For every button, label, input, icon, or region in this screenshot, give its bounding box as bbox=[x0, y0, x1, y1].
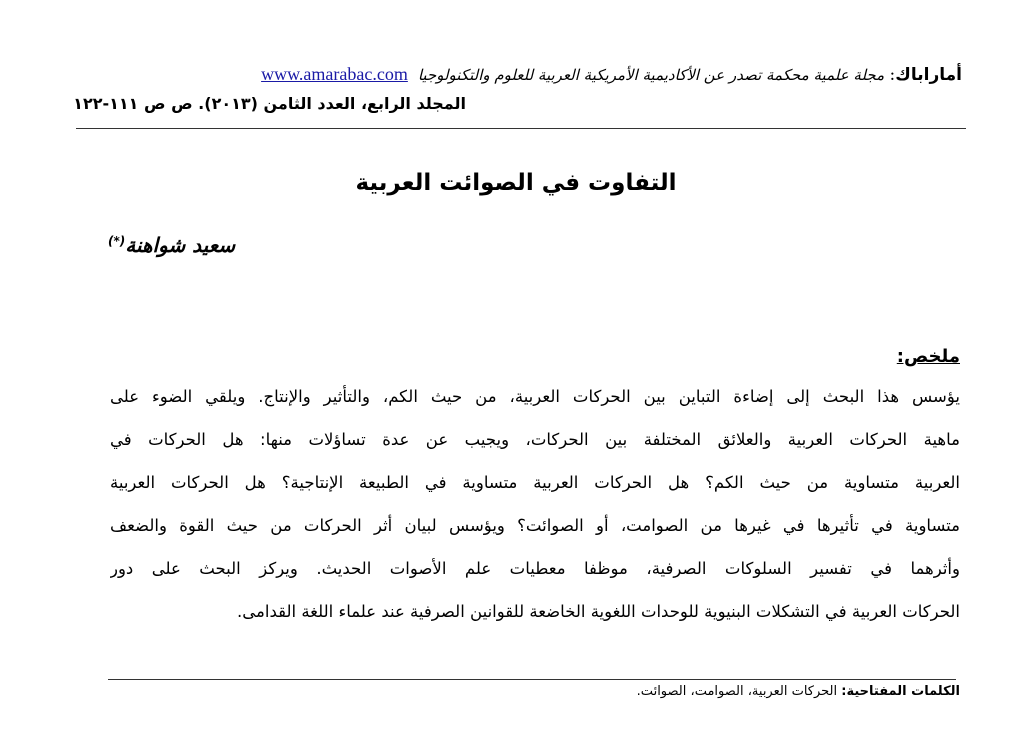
journal-url-link[interactable]: www.amarabac.com bbox=[261, 64, 408, 84]
volume-info: المجلد الرابع، العدد الثامن (٢٠١٣). ص ص ١١١-١٢٢ bbox=[73, 94, 466, 113]
abstract-body bbox=[110, 375, 960, 633]
abstract-line: الحركات العربية في التشكلات البنيوية للوحدات اللغوية الخاضعة للقوانين الصرفية عند علماء اللغة القدامى. bbox=[237, 602, 960, 621]
journal-header bbox=[62, 60, 962, 88]
author-block bbox=[108, 230, 308, 260]
journal-colon: : bbox=[884, 65, 896, 85]
journal-name: أماراباك bbox=[895, 65, 962, 85]
abstract-heading: ملخص: bbox=[896, 346, 960, 367]
footer-divider bbox=[108, 679, 956, 680]
author-name: سعيد شواهنة bbox=[125, 233, 236, 257]
abstract-line: وأثرهما في تفسير السلوكات الصرفية، موظفا معطيات علم الأصوات الحديث. ويركز البحث على دور bbox=[110, 559, 960, 578]
keywords bbox=[637, 681, 960, 703]
abstract-line: يؤسس هذا البحث إلى إضاءة التباين بين الحركات العربية، من حيث الكم، والتأثير والإنتاج. ويلقي الضوء على bbox=[110, 387, 960, 406]
keywords-value: الحركات العربية، الصوامت، الصوائت. bbox=[636, 684, 838, 699]
keywords-label: الكلمات المفتاحية: bbox=[841, 684, 960, 699]
abstract-line: متساوية في تأثيرها في غيرها من الصوامت، أو الصوائت؟ ويؤسس لبيان أثر الحركات من حيث القوة والضعف bbox=[110, 516, 960, 535]
abstract-line: العربية متساوية من حيث الكم؟ هل الحركات العربية متساوية في الطبيعة الإنتاجية؟ هل الحركات العربية bbox=[110, 473, 960, 492]
journal-description: مجلة علمية محكمة تصدر عن الأكاديمية الأمريكية العربية للعلوم والتكنولوجيا bbox=[417, 66, 885, 84]
article-title: التفاوت في الصوائت العربية bbox=[355, 170, 677, 196]
abstract-line: ماهية الحركات العربية والعلائق المختلفة بين الحركات، ويجيب عن عدة تساؤلات منها: هل الحركات في bbox=[110, 430, 960, 449]
header-divider bbox=[76, 128, 966, 129]
author-footnote-marker: (*) bbox=[108, 234, 126, 248]
